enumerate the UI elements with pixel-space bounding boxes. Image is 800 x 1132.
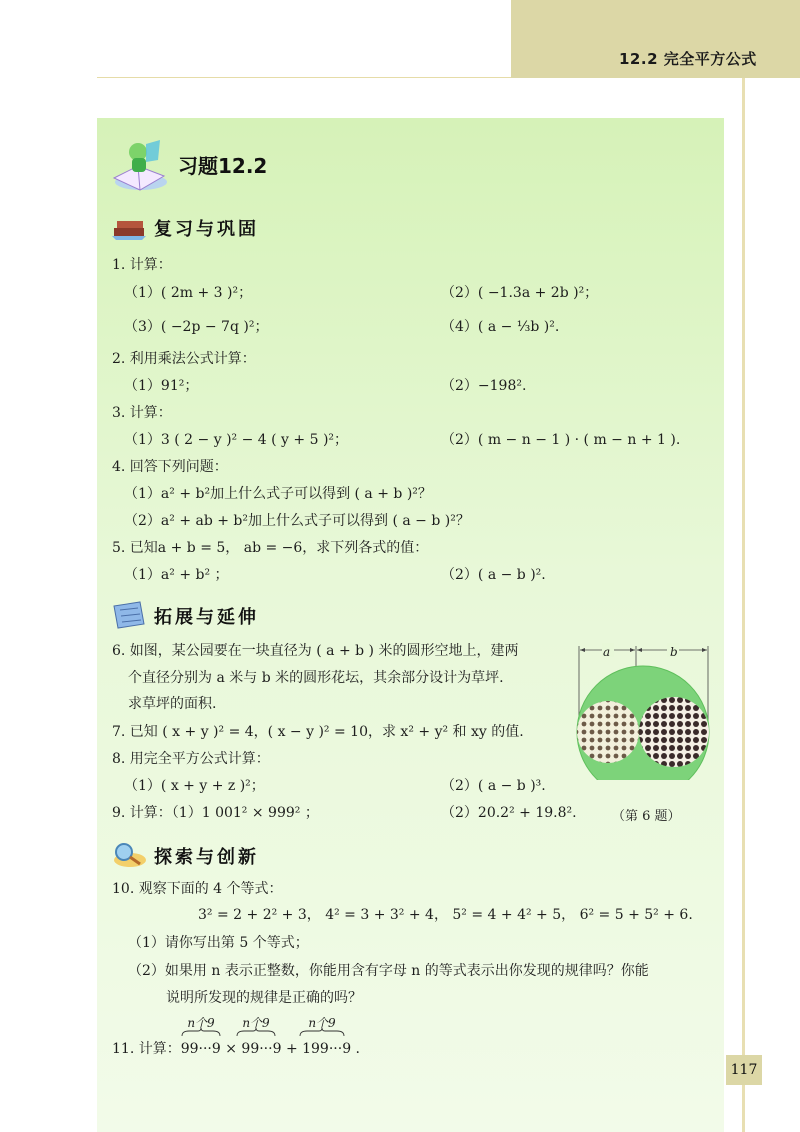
book-stack-icon: [110, 210, 148, 242]
q5: 5. 已知a + b = 5， ab = −6，求下列各式的值：: [112, 540, 429, 556]
q2-1: （1）91²；: [124, 378, 199, 394]
q3-2: （2）( m − n − 1 ) · ( m − n + 1 ).: [441, 432, 681, 448]
figure-label-a: a: [603, 645, 611, 659]
q2: 2. 利用乘法公式计算：: [112, 351, 256, 367]
q4-1: （1）a² + b²加上什么式子可以得到 ( a + b )²？: [124, 486, 432, 502]
q6-line3: 求草坪的面积.: [128, 696, 217, 712]
q1-4: （4）( a − ⅓b )².: [441, 319, 560, 335]
brace-1: [181, 1014, 221, 1036]
q10: 10. 观察下面的 4 个等式：: [112, 881, 283, 897]
section-explore-label: 探索与创新: [154, 847, 259, 868]
q10-1: （1）请你写出第 5 个等式；: [128, 935, 309, 951]
figure-label-b: b: [670, 645, 678, 659]
q1: 1. 计算：: [112, 257, 172, 273]
section-extend-label: 拓展与延伸: [154, 607, 259, 628]
q10-2-cont: 说明所发现的规律是正确的吗？: [166, 990, 362, 1006]
brace-3: [299, 1014, 345, 1036]
q9: 9. 计算：（1）1 001² × 999² ；: [112, 805, 319, 821]
q3-1: （1）3 ( 2 − y )² − 4 ( y + 5 )²；: [124, 432, 349, 448]
exercise-book-icon: [108, 138, 170, 194]
page-number: 117: [726, 1055, 762, 1085]
q9-2: （2）20.2² + 19.8².: [441, 805, 577, 821]
q2-2: （2）−198².: [441, 378, 527, 394]
brace-2: [236, 1014, 276, 1036]
brace-1-label: n个9: [187, 1016, 215, 1030]
section-review-label: 复习与巩固: [154, 219, 259, 240]
q5-1: （1）a² + b² ；: [124, 567, 229, 583]
q6: 6. 如图，某公园要在一块直径为 ( a + b ) 米的圆形空地上，建两: [112, 643, 519, 659]
q4: 4. 回答下列问题：: [112, 459, 228, 475]
right-margin-rule: [742, 78, 745, 1132]
q4-2: （2）a² + ab + b²加上什么式子可以得到 ( a − b )²？: [124, 513, 470, 529]
q8-2: （2）( a − b )³.: [441, 778, 546, 794]
brace-2-shape: [236, 1027, 276, 1037]
q10-2: （2）如果用 n 表示正整数，你能用含有字母 n 的等式表示出你发现的规律吗？你能: [128, 963, 649, 979]
map-icon: [110, 598, 148, 630]
q6-line2: 个直径分别为 a 米与 b 米的圆形花坛，其余部分设计为草坪.: [128, 670, 504, 686]
q10-equations: 3² = 2 + 2² + 3， 4² = 3 + 3² + 4， 5² = 4 + 4² + 5， 6² = 5 + 5² + 6.: [198, 907, 693, 923]
header-tab: [511, 0, 800, 78]
q1-2: （2）( −1.3a + 2b )²；: [441, 285, 599, 301]
q1-1: （1）( 2m + 3 )²；: [124, 285, 253, 301]
circular-garden-figure: [572, 640, 712, 780]
q1-3: （3）( −2p − 7q )²；: [124, 319, 269, 335]
header-rule: [97, 77, 511, 78]
q8-1: （1）( x + y + z )²；: [124, 778, 265, 794]
brace-3-label: n个9: [308, 1016, 336, 1030]
q5-2: （2）( a − b )².: [441, 567, 546, 583]
brace-1-shape: [181, 1027, 221, 1037]
q7: 7. 已知 ( x + y )² = 4，( x − y )² = 10，求 x² + y² 和 xy 的值.: [112, 724, 524, 740]
brace-3-shape: [299, 1027, 345, 1037]
figure-caption: （第 6 题）: [612, 809, 681, 824]
q3: 3. 计算：: [112, 405, 172, 421]
q8: 8. 用完全平方公式计算：: [112, 751, 270, 767]
exercise-title: 习题12.2: [178, 154, 268, 178]
q11: 11. 计算：99···9 × 99···9 + 199···9 .: [112, 1041, 361, 1057]
brace-2-label: n个9: [242, 1016, 270, 1030]
magnifier-globe-icon: [110, 838, 148, 870]
section-heading: 12.2 完全平方公式: [619, 50, 757, 68]
